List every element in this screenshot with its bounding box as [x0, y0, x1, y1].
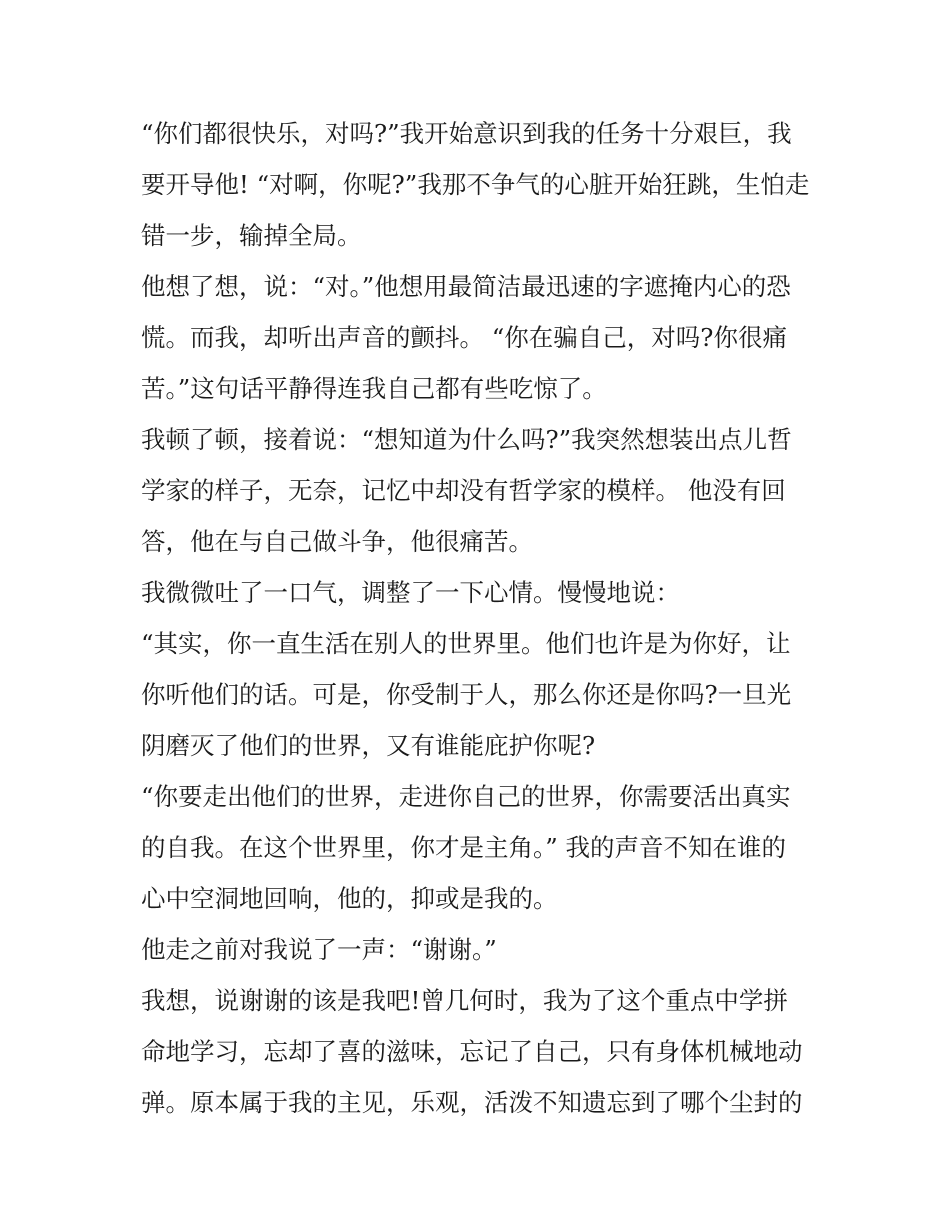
text-line: 阴磨灭了他们的世界，又有谁能庇护你呢?	[141, 731, 596, 760]
text-line: 的自我。在这个世界里，你才是主角。” 我的声音不知在谁的	[141, 833, 787, 862]
text-line: 他走之前对我说了一声：“谢谢。”	[141, 935, 497, 964]
text-line: 我微微吐了一口气，调整了一下心情。慢慢地说：	[141, 578, 680, 607]
document-body	[141, 108, 831, 1128]
text-line: 心中空洞地回响，他的，抑或是我的。	[141, 884, 558, 913]
text-line: 慌。而我，却听出声音的颤抖。 “你在骗自己，对吗?你很痛	[141, 323, 787, 352]
text-line: “你要走出他们的世界，走进你自己的世界，你需要活出真实	[141, 782, 791, 811]
text-line: 他想了想，说：“对。”他想用最简洁最迅速的字遮掩内心的恐	[141, 272, 791, 301]
text-line: 学家的样子，无奈，记忆中却没有哲学家的模样。 他没有回	[141, 476, 786, 505]
text-line: 苦。”这句话平静得连我自己都有些吃惊了。	[141, 374, 607, 403]
text-line: 命地学习，忘却了喜的滋味，忘记了自己，只有身体机械地动	[141, 1037, 803, 1066]
text-line: 我想，说谢谢的该是我吧!曾几何时，我为了这个重点中学拼	[141, 986, 788, 1015]
text-line: 错一步，输掉全局。	[141, 221, 362, 250]
text-line: 你听他们的话。可是，你受制于人，那么你还是你吗?一旦光	[141, 680, 792, 709]
text-line: “你们都很快乐，对吗?”我开始意识到我的任务十分艰巨，我	[141, 119, 792, 148]
text-line: 弹。原本属于我的主见，乐观，活泼不知遗忘到了哪个尘封的	[141, 1088, 803, 1117]
text-line: 要开导他! “对啊，你呢?”我那不争气的心脏开始狂跳，生怕走	[141, 170, 810, 199]
text-line: 我顿了顿，接着说：“想知道为什么吗?”我突然想装出点儿哲	[141, 425, 792, 454]
text-line: “其实，你一直生活在别人的世界里。他们也许是为你好，让	[141, 629, 791, 658]
text-line: 答，他在与自己做斗争，他很痛苦。	[141, 527, 533, 556]
